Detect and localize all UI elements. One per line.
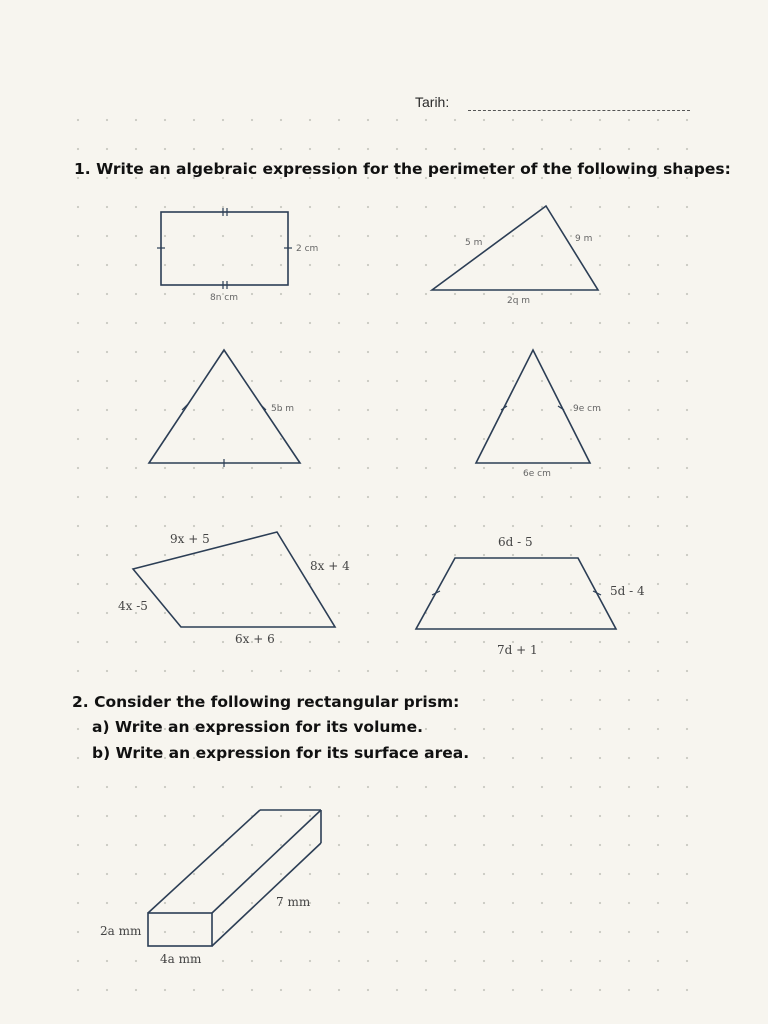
isosceles-base-label: 6e cm [523,469,551,479]
prism-width-label: 4a mm [160,952,202,966]
question-2-part-a: a) Write an expression for its volume. [92,718,423,736]
scalene-base-label: 2q m [507,296,531,306]
rectangular-prism-shape [100,810,321,966]
trapezoid-side-label: 5d - 4 [610,584,645,598]
rectangle-width-label: 8n cm [210,293,239,303]
quadrilateral-left-label: 4x -5 [118,599,148,613]
quadrilateral-right-label: 8x + 4 [310,559,350,573]
quadrilateral-top-label: 9x + 5 [170,532,210,546]
trapezoid-top-label: 6d - 5 [498,535,533,549]
equilateral-side-label: 5b m [271,404,295,414]
question-2-part-b: b) Write an expression for its surface area. [92,744,470,762]
isosceles-side-label: 9e cm [573,404,601,414]
date-label: Tarih: [415,94,450,110]
trapezoid-bottom-label: 7d + 1 [497,643,538,657]
prism-height-label: 2a mm [100,924,142,938]
scalene-left-label: 5 m [465,238,483,248]
prism-length-label: 7 mm [276,895,311,909]
question-2-title: 2. Consider the following rectangular prism: [72,693,460,711]
rectangle-height-label: 2 cm [296,244,319,254]
quadrilateral-bottom-label: 6x + 6 [235,632,275,646]
question-1-title: 1. Write an algebraic expression for the perimeter of the following shapes: [74,160,731,178]
scalene-right-label: 9 m [575,234,593,244]
